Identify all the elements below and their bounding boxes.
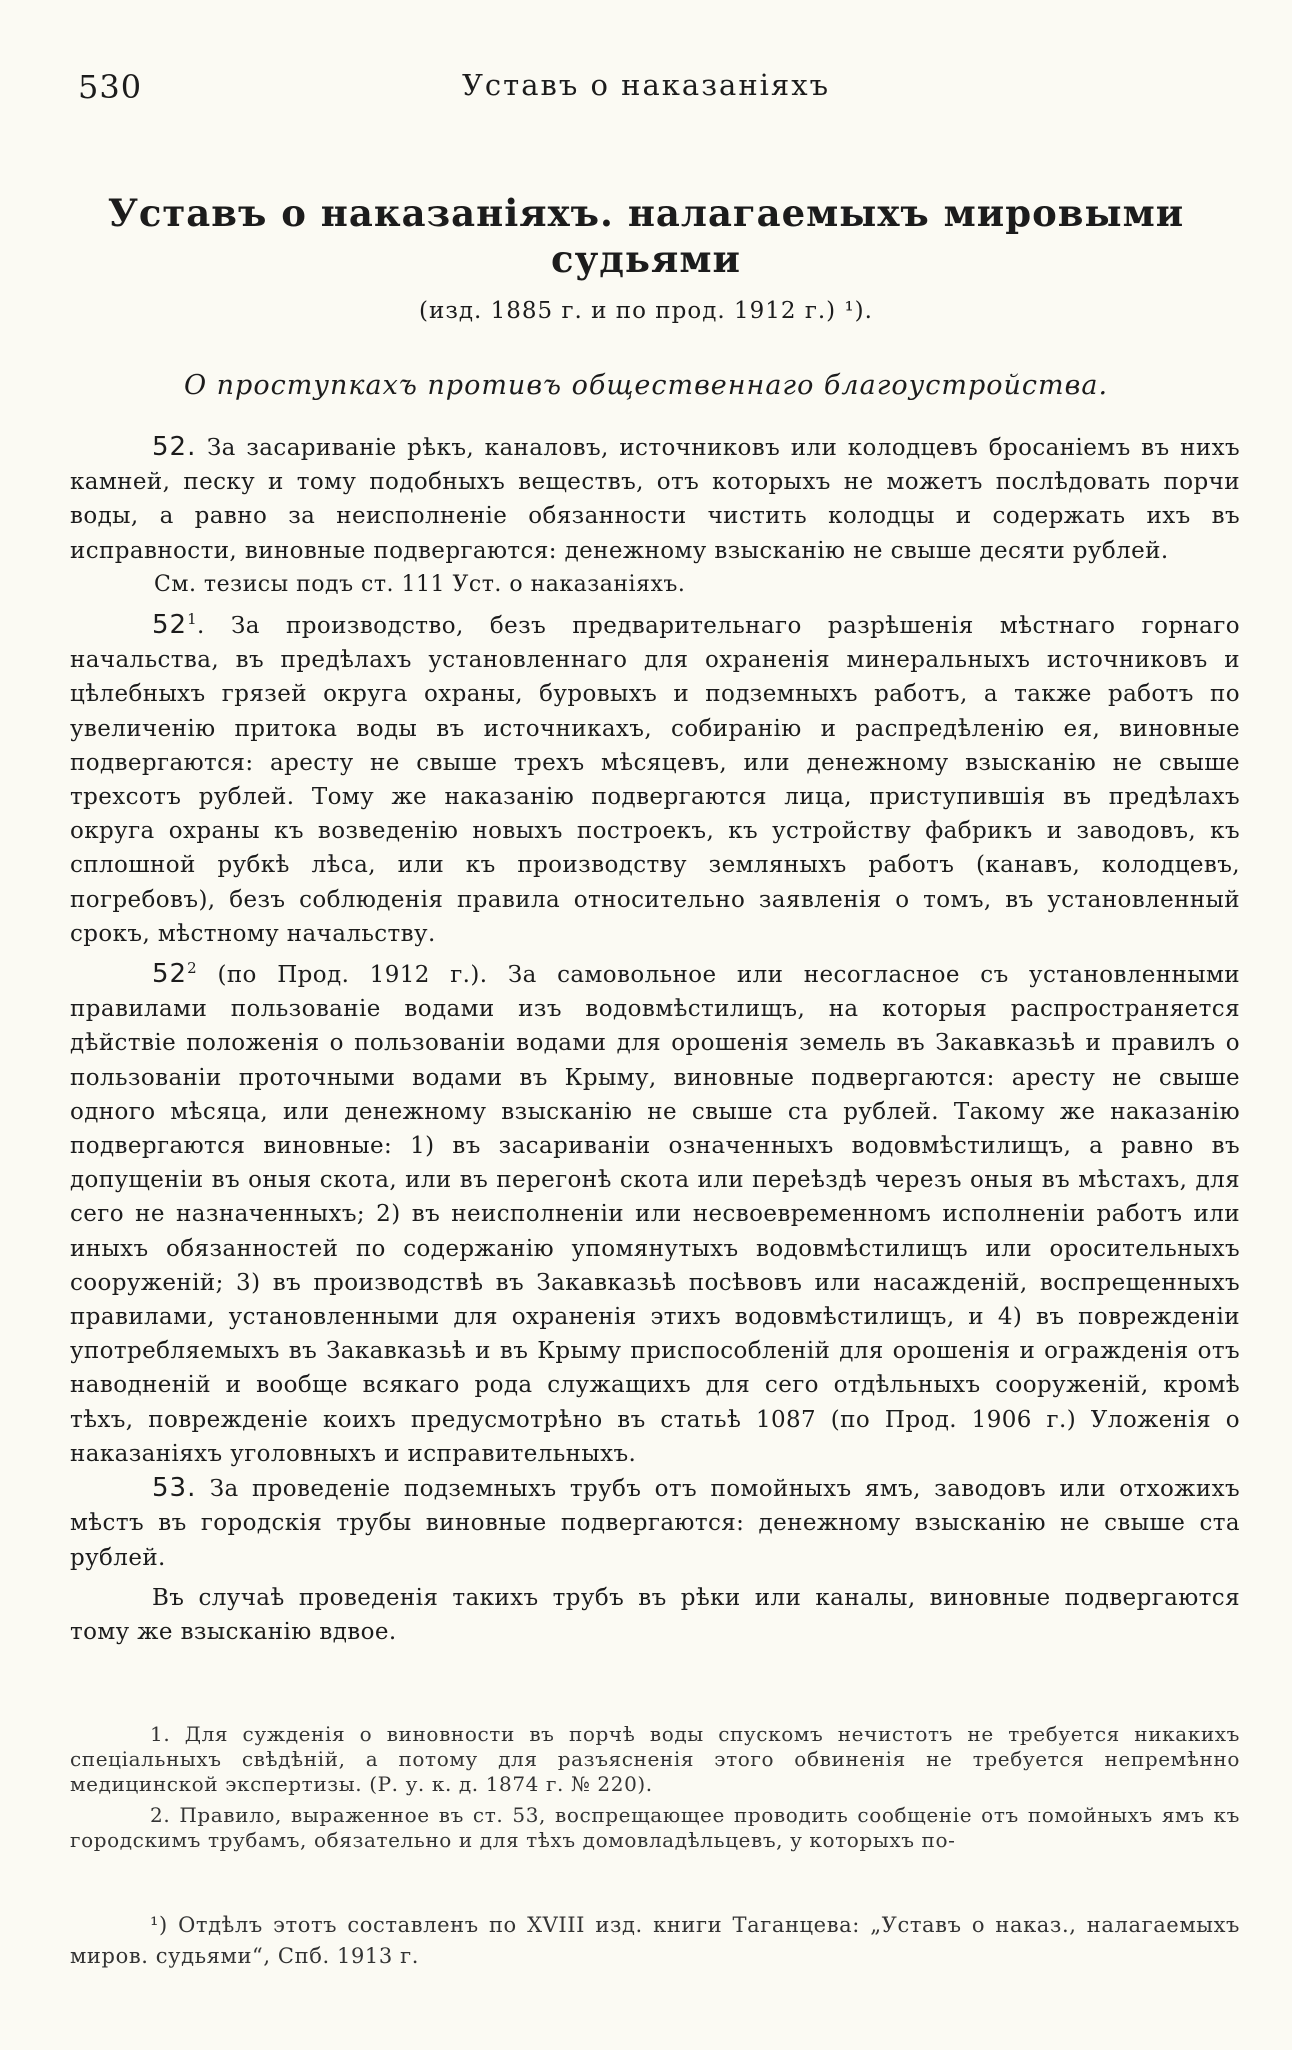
note-2: 2. Правило, выраженное въ ст. 53, воспрещающее проводить сообщеніе отъ помойныхъ ямъ къ городскимъ трубамъ, обязательно и для тѣхъ домовладѣльцевъ, у которыхъ по-: [70, 1803, 1240, 1852]
article-number: 53.: [152, 1473, 197, 1504]
footnote: [70, 1910, 1240, 1972]
notes: [70, 1722, 1240, 1859]
page-number: 530: [78, 68, 143, 106]
article-52-2: [70, 951, 1240, 1471]
article-number: 52: [152, 610, 188, 641]
footnote-text: Отдѣлъ этотъ составленъ по XVIII изд. книги Таганцева: „Уставъ о наказ., налагаемыхъ миров. судьями“, Спб. 1913 г.: [70, 1913, 1240, 1968]
footnote-marker: ¹): [150, 1913, 168, 1937]
section-heading: О проступкахъ противъ общественнаго благоустройства.: [183, 370, 1109, 401]
running-header: [0, 68, 1292, 108]
article-number: 52: [152, 959, 188, 990]
article-text: За проведеніе подземныхъ трубъ отъ помойныхъ ямъ, заводовъ или отхожихъ мѣстъ въ городскія трубы виновные подвергаются: денежному взысканію не свыше ста рублей.: [70, 1476, 1240, 1571]
article-text: . За производство, безъ предварительнаго разрѣшенія мѣстнаго горнаго начальства, въ предѣлахъ установленнаго для охраненія минеральныхъ источниковъ и цѣлебныхъ грязей округа охраны, буровыхъ и подземныхъ работъ, а также работъ по увеличенію притока воды въ источникахъ, собиранію и распредѣленію ея, виновные подвергаются: аресту не свыше трехъ мѣсяцевъ, или денежному взысканію не свыше трехсотъ рублей. Тому же наказанію подвергаются лица, приступившія въ предѣлахъ округа охраны къ возведенію новыхъ построекъ, къ устройству фабрикъ и заводовъ, къ сплошной рубкѣ лѣса, или къ производству земляныхъ работъ (канавъ, колодцевъ, погребовъ), безъ соблюденія правила относительно заявленія о томъ, въ установленный срокъ, мѣстному начальству.: [70, 613, 1240, 947]
note-1: 1. Для сужденія о виновности въ порчѣ воды спускомъ нечистотъ не требуется никакихъ спеціальныхъ свѣдѣній, а потому для разъясненія этого обвиненія не требуется непремѣнно медицинской экспертизы. (Р. у. к. д. 1874 г. № 220).: [70, 1722, 1240, 1796]
running-title: Уставъ о наказаніяхъ: [461, 68, 831, 102]
article-superscript: 2: [187, 959, 198, 978]
article-text: За засариваніе рѣкъ, каналовъ, источниковъ или колодцевъ бросаніемъ въ нихъ камней, песку и тому подобныхъ веществъ, отъ которыхъ не можетъ послѣдовать порчи воды, а равно за неисполненіе обязанности чистить колодцы и содержать ихъ въ исправности, виновные подвергаются: денежному взысканію не свыше десяти рублей.: [70, 435, 1240, 564]
article-superscript: 1: [187, 610, 198, 629]
article-53: [70, 1471, 1240, 1575]
article-52-1: [70, 602, 1240, 951]
article-text: (по Прод. 1912 г.). За самовольное или несогласное съ установленными правилами пользованіе водами изъ водовмѣстилищъ, на которыя распространяется дѣйствіе положенія о пользованіи водами для орошенія земель въ Закавказьѣ и правилъ о пользованіи проточными водами въ Крыму, виновные подвергаются: аресту не свыше одного мѣсяца, или денежному взысканію не свыше ста рублей. Такому же наказанію подвергаются виновные: 1) въ засариваніи означенныхъ водовмѣстилищъ, а равно въ допущеніи въ оныя скота, или въ перегонѣ скота или переѣздѣ черезъ оныя въ мѣстахъ, для сего не назначенныхъ; 2) въ неисполненіи или несвоевременномъ исполненіи работъ или иныхъ обязанностей по содержанію упомянутыхъ водовмѣстилищъ или оросительныхъ сооруженій; 3) въ производствѣ въ Закавказьѣ посѣвовъ или насажденій, воспрещенныхъ правилами, установленными для охраненія этихъ водовмѣстилищъ, и 4) въ поврежденіи употребляемыхъ въ Закавказьѣ и въ Крыму приспособленій для орошенія и огражденія отъ наводненій и вообще всякаго рода служащихъ для сего отдѣльныхъ сооруженій, кромѣ тѣхъ, поврежденіе коихъ предусмотрѣно въ статьѣ 1087 (по Прод. 1906 г.) Уложенія о наказаніяхъ уголовныхъ и исправительныхъ.: [70, 962, 1240, 1467]
body-text: [70, 430, 1240, 1649]
main-title: Уставъ о наказаніяхъ. налагаемыхъ мировыми судьями: [107, 191, 1185, 281]
see-also-note: См. тезисы подъ ст. 111 Уст. о наказаніяхъ.: [154, 571, 686, 597]
article-52: [70, 430, 1240, 568]
article-number: 52.: [152, 432, 197, 462]
edition-note: (изд. 1885 г. и по прод. 1912 г.) ¹).: [419, 298, 873, 324]
article-53-paragraph-2: Въ случаѣ проведенія такихъ трубъ въ рѣки или каналы, виновные подвергаются тому же взысканію вдвое.: [70, 1584, 1240, 1645]
